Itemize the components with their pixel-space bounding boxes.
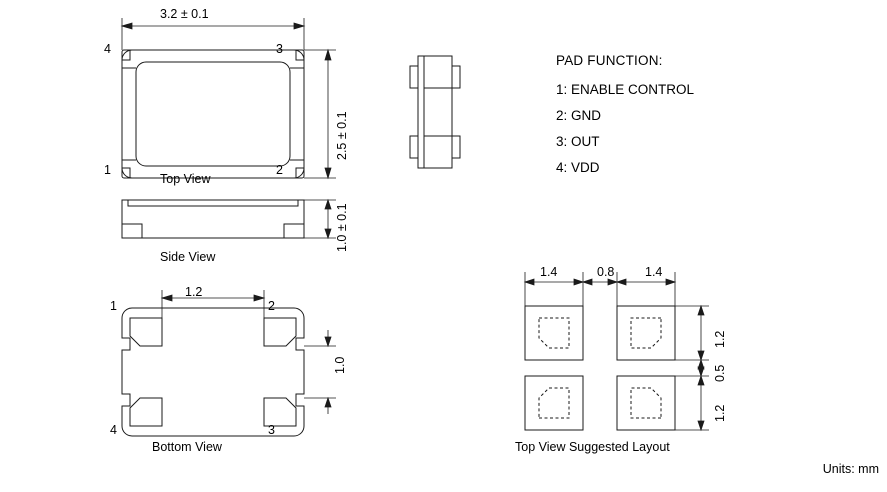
- top-view-label: Top View: [160, 172, 211, 186]
- bottom-view-pin-4: 4: [110, 423, 117, 437]
- bottom-view-drawing: [92, 285, 432, 478]
- layout-dim-bottom-right: 1.2: [713, 404, 727, 422]
- top-view-pin-1: 1: [104, 163, 111, 177]
- bottom-view-pin-2: 2: [268, 299, 275, 313]
- units-note: Units: mm: [822, 462, 879, 476]
- top-view-width-dim: 3.2 ± 0.1: [160, 7, 209, 21]
- top-view-height-dim: 2.5 ± 0.1: [335, 111, 349, 160]
- layout-dim-mid-right: 0.5: [713, 364, 727, 382]
- suggested-layout-label: Top View Suggested Layout: [515, 440, 670, 454]
- pad-function-item-2: 2: GND: [556, 108, 602, 123]
- bottom-view-pin-3: 3: [268, 423, 275, 437]
- pad-function-item-4: 4: VDD: [556, 160, 600, 175]
- layout-dim-middle: 0.8: [597, 265, 615, 279]
- pad-function-item-1: 1: ENABLE CONTROL: [556, 82, 695, 97]
- layout-dim-left: 1.4: [540, 265, 558, 279]
- side-view-height-dim: 1.0 ± 0.1: [335, 203, 349, 252]
- bottom-view-pitch-dim: 1.2: [185, 285, 203, 299]
- pad-function-heading: PAD FUNCTION:: [556, 53, 663, 68]
- top-view-pin-4: 4: [104, 42, 111, 56]
- bottom-view-pin-1: 1: [110, 299, 117, 313]
- end-view-drawing: [390, 48, 500, 188]
- bottom-view-label: Bottom View: [152, 440, 222, 454]
- top-view-pin-2: 2: [276, 163, 283, 177]
- pad-function-item-3: 3: OUT: [556, 134, 600, 149]
- bottom-view-vert-dim: 1.0: [333, 356, 347, 374]
- top-view-drawing: [92, 8, 432, 208]
- side-view-label: Side View: [160, 250, 216, 264]
- layout-dim-right: 1.4: [645, 265, 663, 279]
- layout-dim-top-right: 1.2: [713, 330, 727, 348]
- top-view-pin-3: 3: [276, 42, 283, 56]
